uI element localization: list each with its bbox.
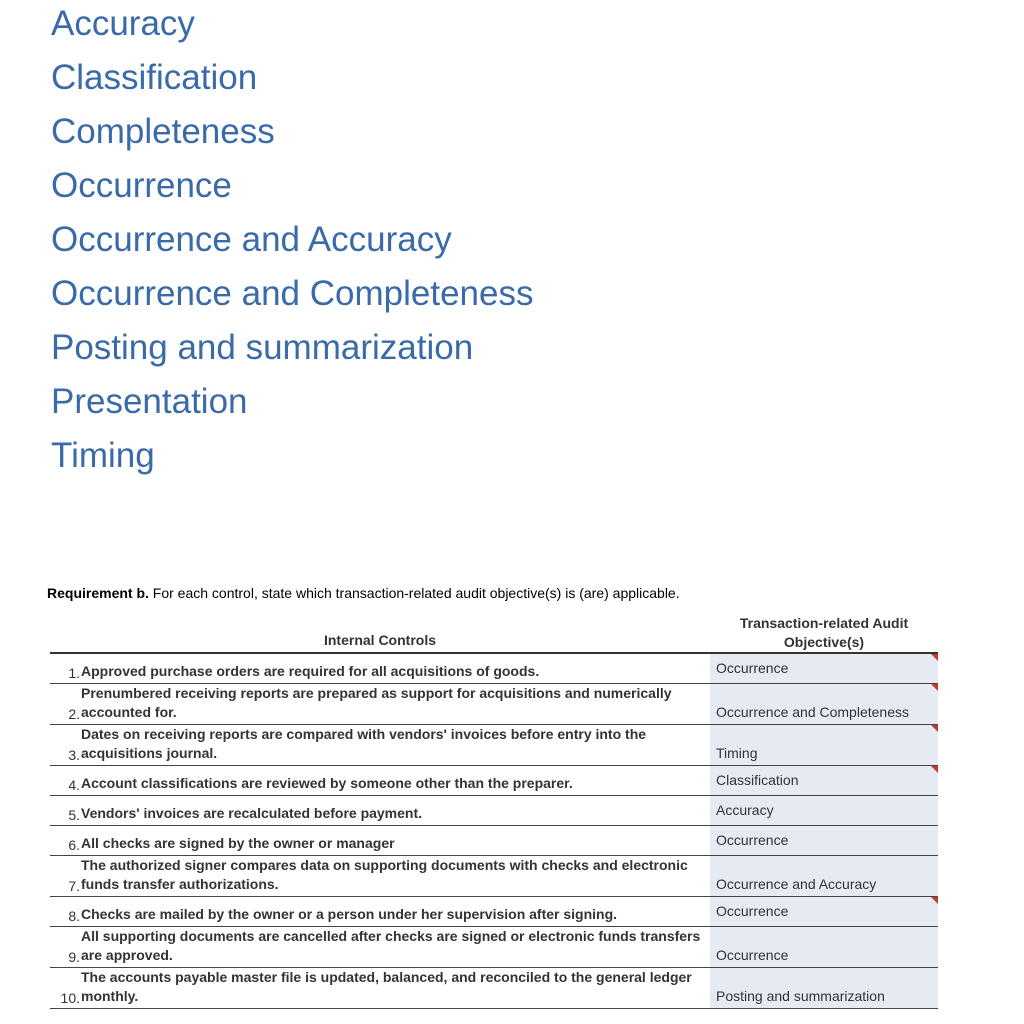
option-occurrence-and-completeness[interactable]: Occurrence and Completeness (51, 274, 534, 313)
objective-answer-cell[interactable] (710, 927, 938, 967)
header-audit-objective: Transaction-related Audit Objective(s) (739, 615, 909, 650)
row-number: 6. (68, 837, 80, 853)
objective-answer-cell[interactable] (710, 684, 938, 724)
objective-answer-cell[interactable] (710, 897, 938, 926)
option-presentation[interactable]: Presentation (51, 382, 248, 421)
control-text: Dates on receiving reports are compared with vendors' invoices before entry into the acquisitions journal. (81, 726, 647, 761)
table-row (50, 684, 938, 725)
row-number: 8. (68, 908, 80, 924)
requirement-text: For each control, state which transaction-related audit objective(s) is (are) applicable. (148, 585, 680, 601)
comment-flag-icon (931, 684, 938, 691)
objective-answer-cell[interactable] (710, 796, 938, 825)
objective-answer: Occurrence (716, 903, 789, 919)
control-text: Prenumbered receiving reports are prepared as support for acquisitions and numerically accounted for. (81, 685, 672, 720)
table-row (50, 796, 938, 826)
row-number: 5. (68, 807, 80, 823)
table-row (50, 927, 938, 968)
table-row (50, 725, 938, 766)
control-text: Vendors' invoices are recalculated before payment. (81, 805, 423, 821)
table-row (50, 654, 938, 684)
control-text: Account classifications are reviewed by someone other than the preparer. (81, 775, 573, 791)
objective-answer: Occurrence and Completeness (716, 704, 909, 720)
comment-flag-icon (931, 725, 938, 732)
control-text: All checks are signed by the owner or manager (81, 835, 395, 851)
comment-flag-icon (931, 654, 938, 661)
requirement-label: Requirement b. (47, 585, 149, 601)
objective-answer: Timing (716, 745, 758, 761)
option-occurrence-and-accuracy[interactable]: Occurrence and Accuracy (51, 220, 452, 259)
row-number: 3. (68, 747, 80, 763)
table-row (50, 826, 938, 856)
objective-answer: Posting and summarization (716, 988, 885, 1004)
objective-answer-cell[interactable] (710, 725, 938, 765)
comment-flag-icon (931, 897, 938, 904)
option-accuracy[interactable]: Accuracy (51, 4, 195, 43)
objective-answer-cell[interactable] (710, 766, 938, 795)
objective-answer-cell[interactable] (710, 968, 938, 1008)
objective-answer: Accuracy (716, 802, 774, 818)
row-number: 10. (60, 990, 80, 1006)
answer-options-list (51, 0, 751, 486)
objective-answer: Occurrence (716, 947, 789, 963)
option-classification[interactable]: Classification (51, 58, 258, 97)
objective-answer: Classification (716, 772, 799, 788)
option-completeness[interactable]: Completeness (51, 112, 275, 151)
control-text: All supporting documents are cancelled after checks are signed or electronic funds transfers are approved. (81, 928, 701, 963)
objective-answer: Occurrence (716, 832, 789, 848)
requirement-instruction (47, 585, 947, 601)
row-number: 4. (68, 777, 80, 793)
row-number: 2. (68, 706, 80, 722)
comment-flag-icon (931, 766, 938, 773)
objective-answer: Occurrence and Accuracy (716, 876, 877, 892)
header-internal-controls: Internal Controls (323, 632, 436, 648)
row-number: 9. (68, 949, 80, 965)
control-text: The accounts payable master file is updated, balanced, and reconciled to the general ledger monthly. (81, 969, 692, 1004)
table-row (50, 856, 938, 897)
table-row (50, 766, 938, 796)
control-text: Checks are mailed by the owner or a person under her supervision after signing. (81, 906, 618, 922)
objective-answer: Occurrence (716, 660, 789, 676)
controls-table (50, 612, 938, 1009)
table-row (50, 968, 938, 1009)
objective-answer-cell[interactable] (710, 826, 938, 855)
row-number: 1. (68, 665, 80, 681)
option-timing[interactable]: Timing (51, 436, 155, 475)
row-number: 7. (68, 878, 80, 894)
objective-answer-cell[interactable] (710, 654, 938, 683)
table-header (50, 612, 938, 654)
option-occurrence[interactable]: Occurrence (51, 166, 232, 205)
objective-answer-cell[interactable] (710, 856, 938, 896)
table-row (50, 897, 938, 927)
control-text: Approved purchase orders are required for all acquisitions of goods. (81, 663, 540, 679)
control-text: The authorized signer compares data on supporting documents with checks and electronic funds transfer authorizations. (81, 857, 688, 892)
option-posting-and-summarization[interactable]: Posting and summarization (51, 328, 474, 367)
